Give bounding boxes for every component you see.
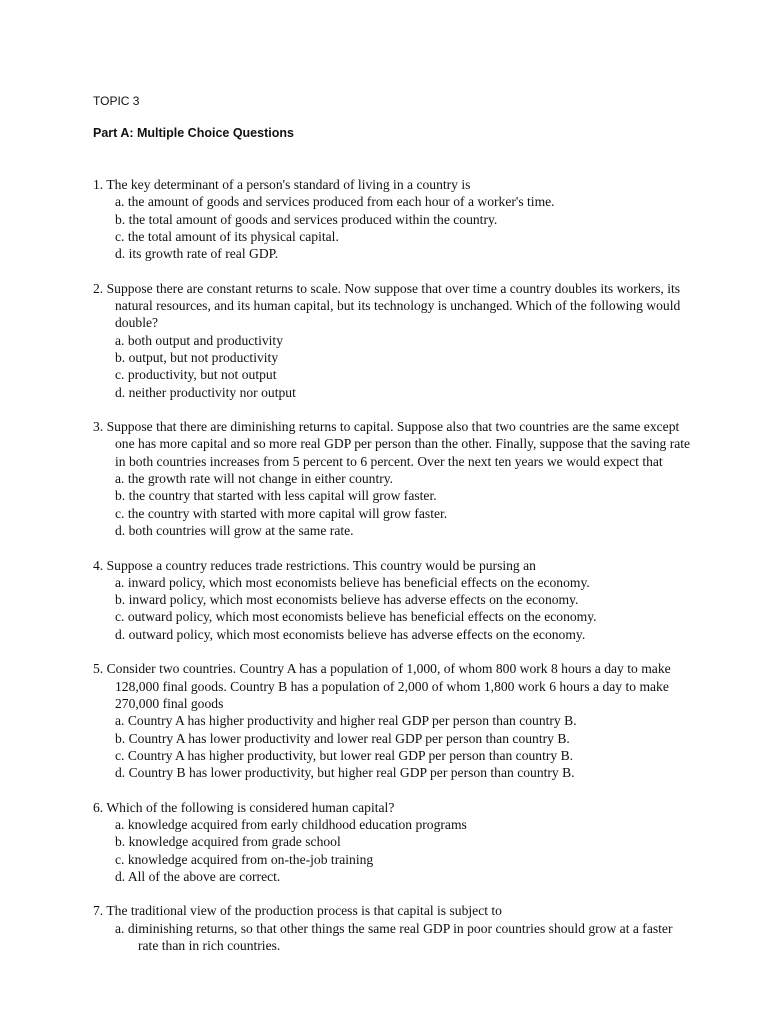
- question-stem: 7. The traditional view of the production process is that capital is subject to: [93, 903, 502, 919]
- answer-option: d. its growth rate of real GDP.: [115, 246, 279, 262]
- answer-option: a. the growth rate will not change in either country.: [115, 471, 394, 487]
- question-4: [93, 557, 693, 643]
- answer-option: a. knowledge acquired from early childhood education programs: [115, 816, 467, 832]
- answer-option: a. diminishing returns, so that other things the same real GDP in poor countries should grow at a faster rate than in rich countries.: [115, 920, 673, 954]
- question-stem: 1. The key determinant of a person's standard of living in a country is: [93, 177, 471, 192]
- question-list: [93, 176, 693, 972]
- answer-option: a. Country A has higher productivity and higher real GDP per person than country B.: [115, 713, 577, 729]
- answer-option: d. All of the above are correct.: [115, 868, 281, 884]
- question-3: [93, 418, 693, 539]
- answer-option: c. outward policy, which most economists believe has beneficial effects on the economy.: [115, 609, 597, 625]
- question-stem: 5. Consider two countries. Country A has a population of 1,000, of whom 800 work 8 hours a day to make 128,000 final goods. Country B has a population of 2,000 of whom 1,800 work 6 hours a day to make 270,000 final goods: [93, 661, 671, 711]
- answer-option: c. the total amount of its physical capital.: [115, 228, 339, 244]
- question-stem: 3. Suppose that there are diminishing returns to capital. Suppose also that two countries are the same except one has more capital and so more real GDP per person than the other. Finally, suppose that the saving rate in both countries increases from 5 percent to 6 percent. Over the next ten years we would expect that: [93, 419, 691, 469]
- part-heading: Part A: Multiple Choice Questions: [93, 126, 294, 140]
- answer-option: d. outward policy, which most economists believe has adverse effects on the economy.: [115, 626, 586, 642]
- answer-option: b. the country that started with less capital will grow faster.: [115, 488, 437, 504]
- answer-option: c. the country with started with more capital will grow faster.: [115, 505, 448, 521]
- question-stem: 6. Which of the following is considered human capital?: [93, 799, 395, 815]
- question-2: [93, 280, 693, 401]
- answer-option: b. inward policy, which most economists believe has adverse effects on the economy.: [115, 592, 579, 608]
- answer-option: a. both output and productivity: [115, 332, 284, 348]
- question-stem: 2. Suppose there are constant returns to scale. Now suppose that over time a country doubles its workers, its natural resources, and its human capital, but its technology is unchanged. Which of the following would double?: [93, 280, 681, 331]
- question-5: [93, 660, 693, 781]
- answer-option: a. inward policy, which most economists believe has beneficial effects on the economy.: [115, 574, 590, 590]
- answer-option: d. neither productivity nor output: [115, 384, 296, 400]
- answer-option: b. output, but not productivity: [115, 349, 279, 365]
- question-stem: 4. Suppose a country reduces trade restrictions. This country would be pursing an: [93, 557, 536, 573]
- answer-option: c. Country A has higher productivity, but lower real GDP per person than country B.: [115, 747, 574, 763]
- answer-option: d. Country B has lower productivity, but higher real GDP per person than country B.: [115, 765, 575, 781]
- answer-option: b. knowledge acquired from grade school: [115, 834, 341, 850]
- answer-option: b. Country A has lower productivity and lower real GDP per person than country B.: [115, 730, 570, 746]
- question-6: [93, 799, 693, 885]
- answer-option: c. knowledge acquired from on-the-job training: [115, 851, 374, 867]
- question-7: [93, 902, 693, 954]
- topic-heading: TOPIC 3: [93, 94, 140, 108]
- question-1: [93, 176, 693, 262]
- answer-option: c. productivity, but not output: [115, 367, 277, 383]
- answer-option: d. both countries will grow at the same rate.: [115, 522, 354, 538]
- answer-option: a. the amount of goods and services produced from each hour of a worker's time.: [115, 194, 555, 210]
- answer-option: b. the total amount of goods and services produced within the country.: [115, 211, 498, 227]
